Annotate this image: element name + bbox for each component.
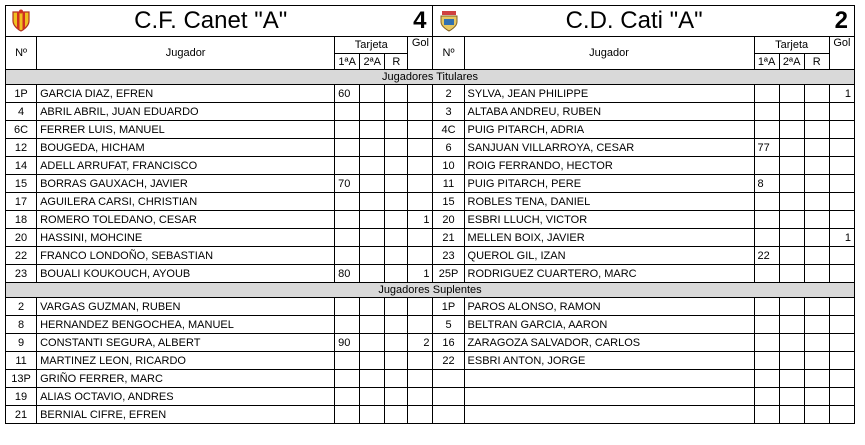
home-logo-cell: [6, 6, 37, 37]
away-player-name: MELLEN BOIX, JAVIER: [464, 229, 754, 247]
away-second-yellow: [779, 265, 804, 283]
home-first-yellow: 90: [335, 334, 360, 352]
away-player-name: ALTABA ANDREU, RUBEN: [464, 103, 754, 121]
away-second-yellow: [779, 370, 804, 388]
away-red: [804, 334, 829, 352]
home-goals: [408, 139, 433, 157]
home-first-yellow: [335, 229, 360, 247]
away-first-yellow: [754, 298, 779, 316]
away-first-yellow: 8: [754, 175, 779, 193]
away-number: 25P: [433, 265, 464, 283]
home-player-name: GARCIA DIAZ, EFREN: [37, 85, 335, 103]
home-second-yellow: [360, 193, 385, 211]
home-player-name: CONSTANTI SEGURA, ALBERT: [37, 334, 335, 352]
match-sheet: [5, 5, 855, 424]
player-row: [6, 229, 855, 247]
away-number: 20: [433, 211, 464, 229]
away-red: [804, 352, 829, 370]
home-red: [385, 157, 408, 175]
home-number: 15: [6, 175, 37, 193]
home-goals: [408, 85, 433, 103]
away-player-name: ROBLES TENA, DANIEL: [464, 193, 754, 211]
away-first-yellow: 22: [754, 247, 779, 265]
team-header-row: [6, 6, 855, 37]
away-red: [804, 298, 829, 316]
home-goals: [408, 298, 433, 316]
away-red: [804, 85, 829, 103]
home-goals: [408, 193, 433, 211]
away-number: 4C: [433, 121, 464, 139]
away-goals: [829, 334, 854, 352]
away-goals: [829, 157, 854, 175]
away-number: 2: [433, 85, 464, 103]
home-player-name: FERRER LUIS, MANUEL: [37, 121, 335, 139]
away-first-yellow: [754, 193, 779, 211]
home-num-header: Nº: [6, 37, 37, 70]
away-second-yellow: [779, 121, 804, 139]
home-red: [385, 388, 408, 406]
away-goals: [829, 298, 854, 316]
away-number: 5: [433, 316, 464, 334]
home-goals: [408, 352, 433, 370]
column-header-row-1: [6, 37, 855, 54]
player-row: [6, 211, 855, 229]
away-player-name: BELTRAN GARCIA, AARON: [464, 316, 754, 334]
home-red: [385, 229, 408, 247]
home-number: 20: [6, 229, 37, 247]
home-red: [385, 370, 408, 388]
home-player-name: FRANCO LONDOÑO, SEBASTIAN: [37, 247, 335, 265]
home-first-yellow: [335, 157, 360, 175]
home-number: 11: [6, 352, 37, 370]
section-starters-label: Jugadores Titulares: [6, 70, 855, 85]
home-goals: [408, 388, 433, 406]
away-goals: [829, 103, 854, 121]
home-goals: [408, 247, 433, 265]
home-goals: [408, 316, 433, 334]
home-player-name: BOUGEDA, HICHAM: [37, 139, 335, 157]
home-red: [385, 316, 408, 334]
away-player-name: PAROS ALONSO, RAMON: [464, 298, 754, 316]
player-row: [6, 406, 855, 424]
home-first-yellow: [335, 139, 360, 157]
away-player-name: [464, 370, 754, 388]
away-goals: [829, 388, 854, 406]
away-first-yellow: [754, 352, 779, 370]
away-first-yellow: [754, 370, 779, 388]
away-second-yellow: [779, 175, 804, 193]
away-red: [804, 370, 829, 388]
player-row: [6, 298, 855, 316]
home-player-name: GRIÑO FERRER, MARC: [37, 370, 335, 388]
home-player-name: BERNIAL CIFRE, EFREN: [37, 406, 335, 424]
home-red: [385, 175, 408, 193]
home-first-yellow: 60: [335, 85, 360, 103]
away-logo-cell: [433, 6, 464, 37]
away-goals: [829, 370, 854, 388]
away-player-header: Jugador: [464, 37, 754, 70]
section-starters-row: [6, 70, 855, 85]
home-red-header: R: [385, 54, 408, 70]
away-number: 15: [433, 193, 464, 211]
away-second-yellow: [779, 334, 804, 352]
home-goals: [408, 370, 433, 388]
home-number: 23: [6, 265, 37, 283]
home-player-header: Jugador: [37, 37, 335, 70]
home-red: [385, 103, 408, 121]
away-second-yellow: [779, 85, 804, 103]
away-number: 21: [433, 229, 464, 247]
player-row: [6, 121, 855, 139]
home-number: 22: [6, 247, 37, 265]
section-subs-row: [6, 283, 855, 298]
away-goals: [829, 121, 854, 139]
away-red: [804, 139, 829, 157]
home-first-yellow: [335, 388, 360, 406]
away-red: [804, 229, 829, 247]
home-goals: [408, 157, 433, 175]
home-red: [385, 406, 408, 424]
home-player-name: VARGAS GUZMAN, RUBEN: [37, 298, 335, 316]
home-red: [385, 334, 408, 352]
away-red: [804, 193, 829, 211]
away-player-name: PUIG PITARCH, ADRIA: [464, 121, 754, 139]
away-player-name: [464, 406, 754, 424]
away-first-yellow: [754, 103, 779, 121]
away-red: [804, 103, 829, 121]
home-player-name: MARTINEZ LEON, RICARDO: [37, 352, 335, 370]
home-red: [385, 121, 408, 139]
away-second-yellow: [779, 298, 804, 316]
away-second-yellow: [779, 139, 804, 157]
home-second-yellow: [360, 139, 385, 157]
home-number: 18: [6, 211, 37, 229]
home-player-name: ABRIL ABRIL, JUAN EDUARDO: [37, 103, 335, 121]
home-number: 2: [6, 298, 37, 316]
away-player-name: PUIG PITARCH, PERE: [464, 175, 754, 193]
away-goal-header: Gol: [829, 37, 854, 70]
home-second-yellow: [360, 103, 385, 121]
away-second-yellow: [779, 211, 804, 229]
away-first-yellow: [754, 121, 779, 139]
home-second-yellow: [360, 265, 385, 283]
away-goals: [829, 406, 854, 424]
player-row: [6, 316, 855, 334]
home-second-yellow: [360, 229, 385, 247]
away-red: [804, 157, 829, 175]
player-row: [6, 388, 855, 406]
home-red: [385, 211, 408, 229]
away-score: 2: [804, 6, 854, 37]
away-first-yellow: [754, 265, 779, 283]
home-second-yellow: [360, 406, 385, 424]
away-number: 11: [433, 175, 464, 193]
home-number: 9: [6, 334, 37, 352]
away-number: 23: [433, 247, 464, 265]
away-goals: [829, 139, 854, 157]
away-number: 10: [433, 157, 464, 175]
home-red: [385, 352, 408, 370]
home-second-yellow: [360, 388, 385, 406]
home-first-yellow: 70: [335, 175, 360, 193]
away-first-yellow: [754, 388, 779, 406]
home-first-yellow: [335, 370, 360, 388]
home-number: 8: [6, 316, 37, 334]
home-red: [385, 193, 408, 211]
section-subs-label: Jugadores Suplentes: [6, 283, 855, 298]
away-number: 22: [433, 352, 464, 370]
home-goals: [408, 121, 433, 139]
home-player-name: BORRAS GAUXACH, JAVIER: [37, 175, 335, 193]
home-second-yellow: [360, 157, 385, 175]
away-second-yellow: [779, 247, 804, 265]
away-second-yellow: [779, 352, 804, 370]
home-first-yellow: [335, 316, 360, 334]
home-first-yellow: [335, 121, 360, 139]
away-red: [804, 316, 829, 334]
home-goals: 1: [408, 265, 433, 283]
home-second-yellow: [360, 298, 385, 316]
home-first-yellow: [335, 211, 360, 229]
home-goals: [408, 406, 433, 424]
away-num-header: Nº: [433, 37, 464, 70]
home-player-name: ALIAS OCTAVIO, ANDRES: [37, 388, 335, 406]
home-number: 6C: [6, 121, 37, 139]
away-player-name: ESBRI ANTON, JORGE: [464, 352, 754, 370]
home-number: 12: [6, 139, 37, 157]
away-second-yellow: [779, 103, 804, 121]
away-goals: [829, 211, 854, 229]
home-second-yellow: [360, 247, 385, 265]
home-first-yellow: [335, 103, 360, 121]
away-second-yellow-header: 2ªA: [779, 54, 804, 70]
away-number: 16: [433, 334, 464, 352]
away-goals: [829, 247, 854, 265]
away-player-name: ROIG FERRANDO, HECTOR: [464, 157, 754, 175]
home-second-yellow: [360, 175, 385, 193]
away-first-yellow: [754, 157, 779, 175]
away-player-name: [464, 388, 754, 406]
player-row: [6, 370, 855, 388]
away-first-yellow-header: 1ªA: [754, 54, 779, 70]
away-red: [804, 406, 829, 424]
cati-crest-icon: [438, 9, 460, 33]
home-goals: 2: [408, 334, 433, 352]
home-red: [385, 298, 408, 316]
home-goals: [408, 175, 433, 193]
home-first-yellow: [335, 406, 360, 424]
player-row: [6, 334, 855, 352]
home-player-name: HERNANDEZ BENGOCHEA, MANUEL: [37, 316, 335, 334]
away-player-name: SYLVA, JEAN PHILIPPE: [464, 85, 754, 103]
away-player-name: QUEROL GIL, IZAN: [464, 247, 754, 265]
away-goals: [829, 175, 854, 193]
home-red: [385, 247, 408, 265]
away-second-yellow: [779, 316, 804, 334]
home-number: 17: [6, 193, 37, 211]
away-number: 3: [433, 103, 464, 121]
home-red: [385, 139, 408, 157]
home-card-header: Tarjeta: [335, 37, 408, 54]
away-team-name: C.D. Cati "A": [464, 6, 804, 37]
home-number: 19: [6, 388, 37, 406]
away-card-header: Tarjeta: [754, 37, 829, 54]
home-first-yellow: [335, 247, 360, 265]
home-goal-header: Gol: [408, 37, 433, 70]
away-second-yellow: [779, 229, 804, 247]
lineup-table: [5, 5, 855, 424]
home-second-yellow-header: 2ªA: [360, 54, 385, 70]
away-first-yellow: [754, 229, 779, 247]
home-first-yellow: [335, 298, 360, 316]
home-player-name: ADELL ARRUFAT, FRANCISCO: [37, 157, 335, 175]
home-number: 1P: [6, 85, 37, 103]
home-second-yellow: [360, 352, 385, 370]
home-number: 14: [6, 157, 37, 175]
away-red: [804, 121, 829, 139]
player-row: [6, 265, 855, 283]
away-player-name: SANJUAN VILLARROYA, CESAR: [464, 139, 754, 157]
home-second-yellow: [360, 211, 385, 229]
away-number: 6: [433, 139, 464, 157]
away-number: [433, 370, 464, 388]
player-row: [6, 103, 855, 121]
away-second-yellow: [779, 388, 804, 406]
home-goals: [408, 103, 433, 121]
home-red: [385, 85, 408, 103]
home-player-name: HASSINI, MOHCINE: [37, 229, 335, 247]
home-team-name: C.F. Canet "A": [37, 6, 385, 37]
home-second-yellow: [360, 334, 385, 352]
player-row: [6, 193, 855, 211]
home-first-yellow: [335, 352, 360, 370]
home-number: 13P: [6, 370, 37, 388]
away-red-header: R: [804, 54, 829, 70]
player-row: [6, 247, 855, 265]
away-goals: [829, 265, 854, 283]
home-second-yellow: [360, 316, 385, 334]
player-row: [6, 157, 855, 175]
home-goals: [408, 229, 433, 247]
away-red: [804, 265, 829, 283]
away-second-yellow: [779, 406, 804, 424]
home-second-yellow: [360, 370, 385, 388]
away-first-yellow: 77: [754, 139, 779, 157]
home-red: [385, 265, 408, 283]
away-red: [804, 247, 829, 265]
away-goals: 1: [829, 85, 854, 103]
away-goals: [829, 316, 854, 334]
away-first-yellow: [754, 406, 779, 424]
away-red: [804, 211, 829, 229]
home-score: 4: [385, 6, 433, 37]
away-first-yellow: [754, 316, 779, 334]
home-first-yellow: 80: [335, 265, 360, 283]
home-second-yellow: [360, 85, 385, 103]
canet-crest-icon: [10, 9, 32, 33]
player-row: [6, 139, 855, 157]
away-goals: 1: [829, 229, 854, 247]
player-row: [6, 175, 855, 193]
home-player-name: AGUILERA CARSI, CHRISTIAN: [37, 193, 335, 211]
away-goals: [829, 352, 854, 370]
away-player-name: ZARAGOZA SALVADOR, CARLOS: [464, 334, 754, 352]
player-row: [6, 85, 855, 103]
away-number: [433, 388, 464, 406]
home-goals: 1: [408, 211, 433, 229]
away-red: [804, 175, 829, 193]
away-number: [433, 406, 464, 424]
away-second-yellow: [779, 193, 804, 211]
home-first-yellow-header: 1ªA: [335, 54, 360, 70]
away-first-yellow: [754, 85, 779, 103]
home-second-yellow: [360, 121, 385, 139]
home-number: 4: [6, 103, 37, 121]
home-player-name: ROMERO TOLEDANO, CESAR: [37, 211, 335, 229]
player-row: [6, 352, 855, 370]
away-second-yellow: [779, 157, 804, 175]
away-player-name: ESBRI LLUCH, VICTOR: [464, 211, 754, 229]
away-red: [804, 388, 829, 406]
away-player-name: RODRIGUEZ CUARTERO, MARC: [464, 265, 754, 283]
home-number: 21: [6, 406, 37, 424]
away-goals: [829, 193, 854, 211]
home-first-yellow: [335, 193, 360, 211]
away-number: 1P: [433, 298, 464, 316]
home-player-name: BOUALI KOUKOUCH, AYOUB: [37, 265, 335, 283]
away-first-yellow: [754, 211, 779, 229]
away-first-yellow: [754, 334, 779, 352]
